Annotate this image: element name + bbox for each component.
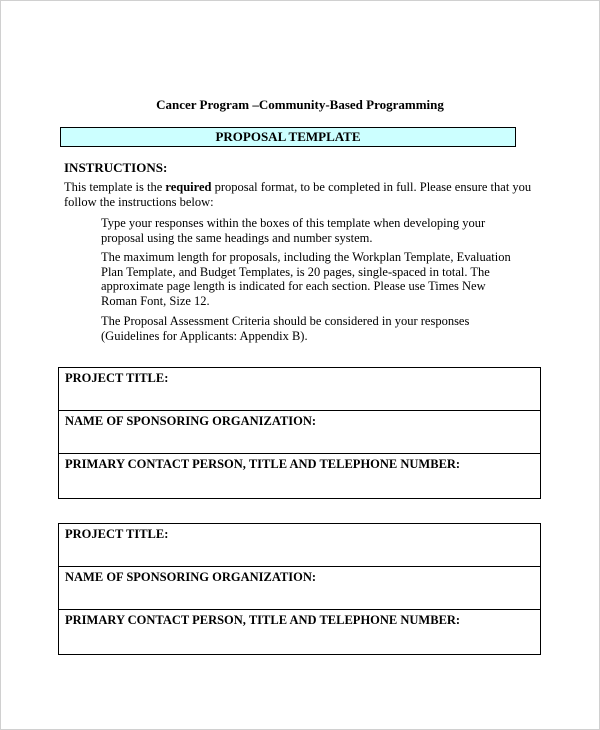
primary-contact-field[interactable]: PRIMARY CONTACT PERSON, TITLE AND TELEPHONE NUMBER:	[65, 457, 461, 471]
project-title-field[interactable]: PROJECT TITLE:	[59, 368, 540, 411]
project-title-field[interactable]: PROJECT TITLE:	[59, 524, 540, 567]
intro-text-start: This template is the	[64, 180, 166, 194]
proposal-form-2	[58, 523, 541, 655]
document-title: Cancer Program –Community-Based Programming	[156, 97, 444, 112]
intro-text-required: required	[165, 180, 212, 194]
proposal-form-1	[58, 367, 541, 499]
instruction-item: Type your responses within the boxes of this template when developing your proposal using the same headings and number system.	[101, 216, 486, 245]
intro-text-end: proposal format, to be completed in full. Please ensure that you follow the instructions below:	[64, 180, 532, 209]
proposal-template-banner: PROPOSAL TEMPLATE	[60, 127, 516, 147]
instruction-item: The Proposal Assessment Criteria should be considered in your responses (Guidelines for Applicants: Appendix B).	[101, 314, 470, 343]
sponsoring-organization-field[interactable]: NAME OF SPONSORING ORGANIZATION:	[59, 411, 540, 454]
instructions-heading: INSTRUCTIONS:	[64, 160, 168, 175]
primary-contact-field[interactable]: PRIMARY CONTACT PERSON, TITLE AND TELEPHONE NUMBER:	[65, 613, 461, 627]
instruction-item: The maximum length for proposals, including the Workplan Template, Evaluation Plan Template, and Budget Templates, is 20 pages, single-spaced in total. The approximate page length is indicated for each section. Please use Times New Roman Font, Size 12.	[101, 250, 511, 308]
sponsoring-organization-field[interactable]: NAME OF SPONSORING ORGANIZATION:	[59, 567, 540, 610]
instructions-intro	[64, 180, 534, 209]
